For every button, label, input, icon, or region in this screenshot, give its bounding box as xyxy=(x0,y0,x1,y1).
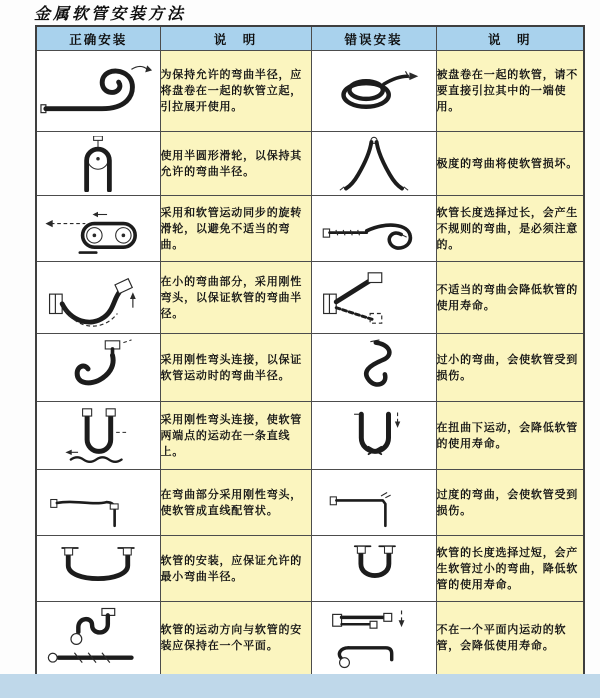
installation-method-table xyxy=(35,25,585,677)
wrong-description: 极度的弯曲将使软管损坏。 xyxy=(436,132,584,196)
planar-trap-hose-icon xyxy=(39,606,157,670)
correct-illustration-cell xyxy=(36,602,160,676)
header-wrong-note: 说 明 xyxy=(436,26,584,51)
wrong-description: 过小的弯曲，会使软管受到损伤。 xyxy=(436,334,584,402)
rotating-pulleys-icon xyxy=(39,200,157,258)
correct-description: 在小的弯曲部分，采用刚性弯头，以保证软管的弯曲半径。 xyxy=(160,262,311,334)
sharp-hang-icon xyxy=(315,136,433,192)
table-row xyxy=(36,334,584,402)
correct-illustration-cell xyxy=(36,402,160,470)
table-row xyxy=(36,262,584,334)
flat-coil-icon xyxy=(315,56,433,126)
wrong-illustration-cell xyxy=(311,470,436,536)
correct-illustration-cell xyxy=(36,536,160,602)
sharp-v-bend-icon xyxy=(315,267,433,329)
wrong-description: 在扭曲下运动，会降低软管的使用寿命。 xyxy=(436,402,584,470)
irregular-loop-icon xyxy=(315,200,433,258)
right-angle-bend-icon xyxy=(315,475,433,531)
wrong-description: 被盘卷在一起的软管，请不要直接引拉其中的一端使用。 xyxy=(436,51,584,132)
correct-description: 软管的安装，应保证允许的最小弯曲半径。 xyxy=(160,536,311,602)
wrong-illustration-cell xyxy=(311,602,436,676)
table-row xyxy=(36,536,584,602)
narrow-u-hose-icon xyxy=(315,541,433,597)
correct-illustration-cell xyxy=(36,334,160,402)
rigid-elbow-bend-icon xyxy=(39,267,157,329)
header-correct-note: 说 明 xyxy=(160,26,311,51)
correct-description: 使用半圆形滑轮，以保持其允许的弯曲半径。 xyxy=(160,132,311,196)
correct-illustration-cell xyxy=(36,262,160,334)
wrong-illustration-cell xyxy=(311,196,436,262)
wrong-illustration-cell xyxy=(311,334,436,402)
standing-coil-icon xyxy=(39,56,157,126)
table-row xyxy=(36,402,584,470)
wrong-illustration-cell xyxy=(311,132,436,196)
twisted-u-hose-icon xyxy=(315,407,433,465)
straight-pipe-elbow-icon xyxy=(39,475,157,531)
header-row xyxy=(36,26,584,51)
wrong-description: 软管的长度选择过短，会产生软管过小的弯曲，降低软管的使用寿命。 xyxy=(436,536,584,602)
table-row xyxy=(36,132,584,196)
correct-description: 采用刚性弯头连接，使软管两端点的运动在一条直线上。 xyxy=(160,402,311,470)
wrong-description: 过度的弯曲，会使软管受到损伤。 xyxy=(436,470,584,536)
table-row xyxy=(36,51,584,132)
correct-description: 为保持允许的弯曲半径，应将盘卷在一起的软管立起，引拉展开使用。 xyxy=(160,51,311,132)
s-hook-hose-icon xyxy=(315,339,433,397)
bottom-band xyxy=(0,674,600,698)
wrong-illustration-cell xyxy=(311,402,436,470)
table-row xyxy=(36,602,584,676)
wrong-description: 不在一个平面内运动的软管，会降低使用寿命。 xyxy=(436,602,584,676)
correct-description: 采用和软管运动同步的旋转滑轮，以避免不适当的弯曲。 xyxy=(160,196,311,262)
pulley-hose-icon xyxy=(39,136,157,192)
wrong-description: 不适当的弯曲会降低软管的使用寿命。 xyxy=(436,262,584,334)
header-correct-install: 正确安装 xyxy=(36,26,160,51)
correct-illustration-cell xyxy=(36,51,160,132)
page-title: 金属软管安装方法 xyxy=(34,4,187,23)
wrong-illustration-cell xyxy=(311,262,436,334)
correct-illustration-cell xyxy=(36,196,160,262)
header-wrong-install: 错误安装 xyxy=(311,26,436,51)
table-row xyxy=(36,196,584,262)
wide-u-hose-icon xyxy=(39,541,157,597)
correct-description: 软管的运动方向与软管的安装应保持在一个平面。 xyxy=(160,602,311,676)
correct-description: 采用刚性弯头连接，以保证软管运动时的弯曲半径。 xyxy=(160,334,311,402)
out-of-plane-hoses-icon xyxy=(315,606,433,670)
table-row xyxy=(36,470,584,536)
elbow-trunk-hose-icon xyxy=(39,339,157,397)
correct-illustration-cell xyxy=(36,470,160,536)
u-hose-straight-motion-icon xyxy=(39,407,157,465)
correct-description: 在弯曲部分采用刚性弯头，使软管成直线配管状。 xyxy=(160,470,311,536)
correct-illustration-cell xyxy=(36,132,160,196)
wrong-description: 软管长度选择过长，会产生不规则的弯曲，是必须注意的。 xyxy=(436,196,584,262)
wrong-illustration-cell xyxy=(311,51,436,132)
wrong-illustration-cell xyxy=(311,536,436,602)
